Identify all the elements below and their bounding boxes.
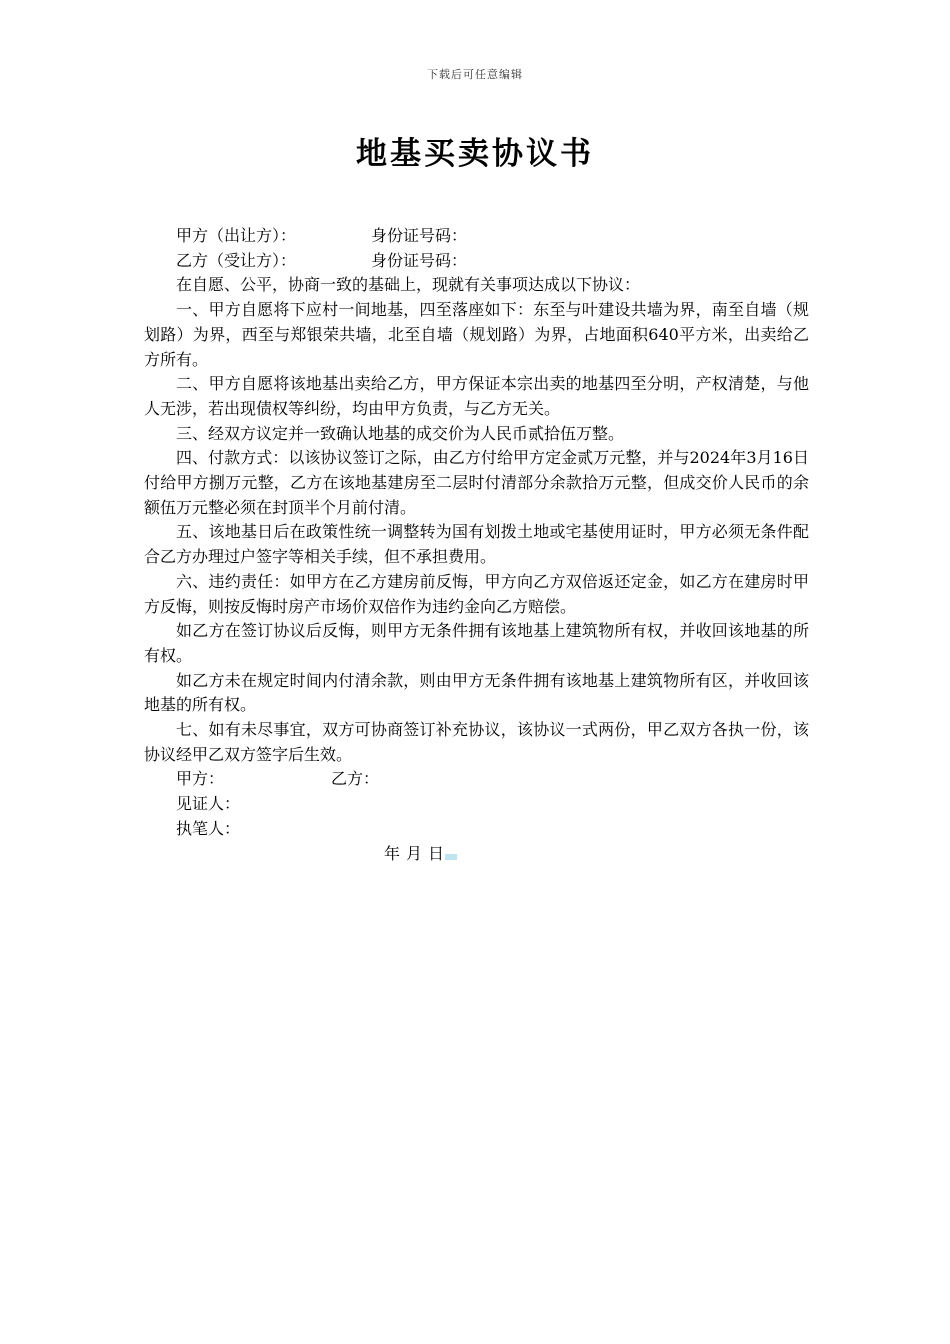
party-a-label: 甲方（出让方）： — [176, 226, 297, 245]
clause-7: 七、如有未尽事宜，双方可协商签订补充协议，该协议一式两份，甲乙双方各执一份，该协议经甲乙双方签字后生效。 — [144, 720, 809, 764]
date-line — [144, 842, 809, 867]
clause-4: 四、付款方式：以该协议签订之际，由乙方付给甲方定金贰万元整，并与2024年3月16日付给甲方捌万元整，乙方在该地基建房至二层时付清部分余款拾万元整，但成交价人民币的余额伍万元整必须在封顶半个月前付清。 — [144, 448, 809, 517]
clause-2: 二、甲方自愿将该地基出卖给乙方，甲方保证本宗出卖的地基四至分明，产权清楚，与他人无涉，若出现债权等纠纷，均由甲方负责，与乙方无关。 — [144, 374, 809, 418]
document-title: 地基买卖协议书 — [356, 136, 594, 172]
intro-paragraph: 在自愿、公平，协商一致的基础上，现就有关事项达成以下协议： — [176, 275, 641, 295]
date-month: 月 — [406, 843, 423, 863]
document-body — [144, 224, 809, 866]
clause-1: 一、甲方自愿将下应村一间地基，四至落座如下：东至与叶建设共墙为界，南至自墙（规划路）为界，西至与郑银荣共墙，北至自墙（规划路）为界，占地面积640平方米，出卖给乙方所有。 — [144, 300, 809, 369]
clause-5: 五、该地基日后在政策性统一调整转为国有划拨土地或宅基使用证时，甲方必须无条件配合乙方办理过户签字等相关手续，但不承担费用。 — [144, 522, 809, 567]
header-note: 下载后可任意编辑 — [427, 68, 523, 81]
witness-label: 见证人： — [176, 794, 241, 814]
date-year: 年 — [384, 843, 401, 863]
witness-line — [144, 792, 809, 817]
party-b-id-label: 身份证号码： — [371, 250, 468, 270]
party-b-line — [144, 249, 809, 274]
sign-party-b: 乙方： — [331, 769, 380, 789]
text-cursor-highlight[interactable] — [445, 854, 457, 860]
clause-3: 三、经双方议定并一致确认地基的成交价为人民币贰拾伍万整。 — [176, 423, 625, 443]
clause-6-b: 如乙方在签订协议后反悔，则甲方无条件拥有该地基上建筑物所有权，并收回该地基的所有权。 — [144, 621, 809, 665]
party-a-line — [144, 224, 809, 249]
sign-party-a: 甲方： — [176, 769, 225, 789]
writer-line — [144, 817, 809, 842]
writer-label: 执笔人： — [176, 818, 241, 838]
party-b-label: 乙方（受让方）： — [176, 250, 297, 270]
clause-6: 六、违约责任：如甲方在乙方建房前反悔，甲方向乙方双倍返还定金，如乙方在建房时甲方反悔，则按反悔时房产市场价双倍作为违约金向乙方赔偿。 — [144, 571, 809, 616]
clause-6-c: 如乙方未在规定时间内付清余款，则由甲方无条件拥有该地基上建筑物所有区，并收回该地基的所有权。 — [144, 670, 809, 715]
party-a-id-label: 身份证号码： — [371, 226, 468, 245]
signature-line — [144, 767, 809, 792]
date-day: 日 — [428, 843, 445, 863]
